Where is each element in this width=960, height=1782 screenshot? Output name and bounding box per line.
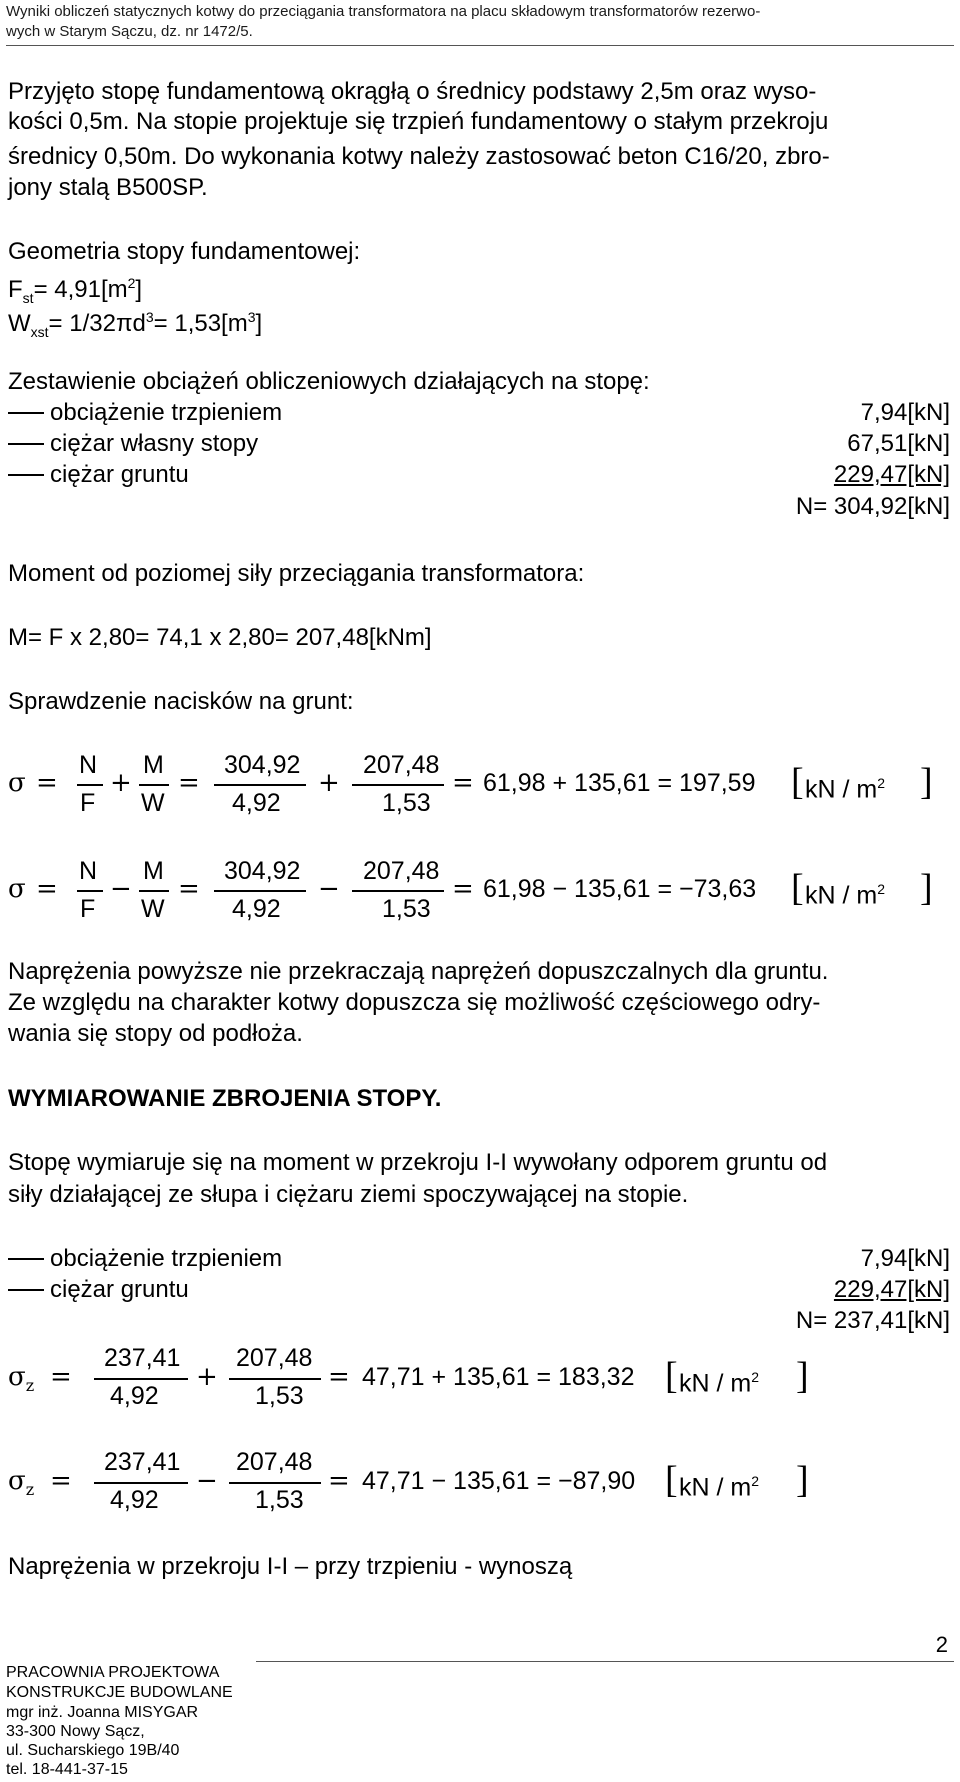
unit: kN / $m^2$: [805, 881, 886, 910]
frac-bar: [94, 1378, 188, 1380]
frac-num: M: [143, 857, 164, 885]
frac-num: 207,48: [363, 751, 440, 779]
intro-line-3: średnicy 0,50m. Do wykonania kotwy należy zastosować beton C16/20, zbro-: [8, 143, 830, 170]
equals-sign: =: [50, 1362, 72, 1392]
section-text-1: Stopę wymiaruje się na moment w przekroju I-I wywołany odporem gruntu od: [8, 1149, 828, 1176]
bracket-open: [: [665, 1355, 678, 1397]
frac-num: N: [79, 751, 98, 779]
loads-total: N= 304,92[kN]: [795, 493, 950, 520]
frac-num: 207,48: [236, 1344, 313, 1372]
frac-bar: [214, 784, 306, 786]
equals-sign: =: [178, 768, 200, 798]
equals-sign: =: [452, 874, 474, 904]
check-heading: Sprawdzenie nacisków na grunt:: [8, 688, 354, 715]
conclusion-line-2: Ze względu na charakter kotwy dopuszcza się możliwość częściowego odry-: [8, 989, 821, 1016]
final-text: Naprężenia w przekroju I-I – przy trzpieniu - wynoszą: [8, 1553, 573, 1580]
bracket-close: ]: [796, 1459, 809, 1501]
header-line-1: Wyniki obliczeń statycznych kotwy do przeciągania transformatora na placu składowym transformatorów rezerwo-: [6, 3, 761, 20]
loads2-total: N= 237,41[kN]: [795, 1307, 950, 1334]
equals-sign: =: [452, 768, 474, 798]
list-dash: [8, 412, 44, 414]
header-divider: [6, 45, 954, 46]
footer-line: tel. 18-441-37-15: [6, 1761, 128, 1778]
frac-den: 1,53: [382, 789, 431, 817]
plus-sign: +: [318, 768, 340, 798]
frac-den: W: [141, 789, 165, 817]
load-value: 7,94[kN]: [860, 399, 950, 426]
equals-sign: =: [178, 874, 200, 904]
plus-sign: +: [196, 1362, 218, 1392]
bracket-close: ]: [920, 761, 933, 803]
frac-bar: [229, 1482, 321, 1484]
frac-den: 4,92: [110, 1486, 159, 1514]
bracket-close: ]: [920, 867, 933, 909]
minus-sign: −: [318, 874, 340, 904]
frac-bar: [139, 890, 169, 892]
frac-num: 304,92: [224, 751, 301, 779]
load-label: ciężar własny stopy: [50, 430, 259, 457]
minus-sign: −: [110, 874, 132, 904]
equals-sign: =: [36, 768, 58, 798]
sigma-symbol: $\sigma_z$: [8, 1362, 35, 1396]
sigma-symbol: σ: [8, 874, 26, 904]
list-dash: [8, 1289, 44, 1291]
frac-bar: [77, 890, 103, 892]
list-dash: [8, 443, 44, 445]
conclusion-line-1: Naprężenia powyższe nie przekraczają naprężeń dopuszczalnych dla gruntu.: [8, 958, 829, 985]
footer-line: ul. Sucharskiego 19B/40: [6, 1742, 180, 1759]
conclusion-line-3: wania się stopy od podłoża.: [8, 1020, 303, 1047]
equals-sign: =: [50, 1466, 72, 1496]
load-label: obciążenie trzpieniem: [50, 1245, 283, 1272]
intro-line-2: kości 0,5m. Na stopie projektuje się trzpień fundamentowy o stałym przekroju: [8, 108, 829, 135]
frac-num: 237,41: [104, 1344, 181, 1372]
unit: kN / $m^2$: [805, 775, 886, 804]
footer-line: PRACOWNIA PROJEKTOWA: [6, 1664, 220, 1681]
load-label: obciążenie trzpieniem: [50, 399, 283, 426]
bracket-open: [: [791, 867, 804, 909]
frac-bar: [229, 1378, 321, 1380]
header-line-2: wych w Starym Sączu, dz. nr 1472/5.: [6, 23, 253, 40]
sigma-symbol: σ: [8, 768, 26, 798]
equals-sign: =: [328, 1362, 350, 1392]
frac-bar: [214, 890, 306, 892]
frac-bar: [77, 784, 103, 786]
plus-sign: +: [110, 768, 132, 798]
list-dash: [8, 474, 44, 476]
load-value: 229,47[kN]: [833, 1276, 950, 1303]
equation-result: 61,98 + 135,61 = 197,59: [483, 769, 756, 797]
moment-formula: M= F x 2,80= 74,1 x 2,80= 207,48[kNm]: [8, 624, 432, 651]
frac-den: 4,92: [110, 1382, 159, 1410]
frac-bar: [352, 890, 444, 892]
frac-den: 1,53: [255, 1486, 304, 1514]
frac-num: 237,41: [104, 1448, 181, 1476]
loads-heading: Zestawienie obciążeń obliczeniowych działających na stopę:: [8, 368, 650, 395]
unit: kN / $m^2$: [679, 1473, 760, 1502]
intro-line-1: Przyjęto stopę fundamentową okrągłą o średnicy podstawy 2,5m oraz wyso-: [8, 78, 817, 105]
unit: kN / $m^2$: [679, 1369, 760, 1398]
bracket-open: [: [665, 1459, 678, 1501]
frac-num: 207,48: [236, 1448, 313, 1476]
minus-sign: −: [196, 1466, 218, 1496]
equation-result: 47,71 + 135,61 = 183,32: [362, 1363, 635, 1391]
section-title: WYMIAROWANIE ZBROJENIA STOPY.: [8, 1085, 442, 1112]
frac-den: 4,92: [232, 789, 281, 817]
footer-line: 33-300 Nowy Sącz,: [6, 1723, 145, 1740]
load-value: 7,94[kN]: [860, 1245, 950, 1272]
frac-num: 304,92: [224, 857, 301, 885]
bracket-open: [: [791, 761, 804, 803]
frac-bar: [352, 784, 444, 786]
frac-num: M: [143, 751, 164, 779]
geometry-wxst: $W_{xst}= 1/32\pi d^3= 1,53[m^3]$: [8, 309, 263, 340]
page-number: 2: [935, 1632, 948, 1657]
frac-num: 207,48: [363, 857, 440, 885]
footer-divider: [256, 1661, 954, 1662]
load-value: 229,47[kN]: [833, 461, 950, 488]
frac-den: F: [80, 895, 96, 923]
moment-heading: Moment od poziomej siły przeciągania transformatora:: [8, 560, 585, 587]
frac-den: 4,92: [232, 895, 281, 923]
frac-bar: [139, 784, 169, 786]
equation-result: 47,71 − 135,61 = −87,90: [362, 1467, 636, 1495]
bracket-close: ]: [796, 1355, 809, 1397]
frac-den: 1,53: [255, 1382, 304, 1410]
frac-bar: [94, 1482, 188, 1484]
section-text-2: siły działającej ze słupa i ciężaru ziemi spoczywającej na stopie.: [8, 1181, 689, 1208]
geometry-heading: Geometria stopy fundamentowej:: [8, 238, 361, 265]
load-label: ciężar gruntu: [50, 1276, 189, 1303]
list-dash: [8, 1258, 44, 1260]
frac-den: 1,53: [382, 895, 431, 923]
geometry-fst: $F_{st}= 4,91[m^2]$: [8, 275, 143, 306]
footer-line: mgr inż. Joanna MISYGAR: [6, 1704, 199, 1721]
equation-result: 61,98 − 135,61 = −73,63: [483, 875, 757, 903]
footer-line: KONSTRUKCJE BUDOWLANE: [6, 1684, 233, 1701]
frac-num: N: [79, 857, 98, 885]
equals-sign: =: [36, 874, 58, 904]
frac-den: F: [80, 789, 96, 817]
equals-sign: =: [328, 1466, 350, 1496]
frac-den: W: [141, 895, 165, 923]
load-value: 67,51[kN]: [847, 430, 950, 457]
intro-line-4: jony stalą B500SP.: [8, 174, 208, 201]
load-label: ciężar gruntu: [50, 461, 189, 488]
sigma-symbol: $\sigma_z$: [8, 1466, 35, 1500]
